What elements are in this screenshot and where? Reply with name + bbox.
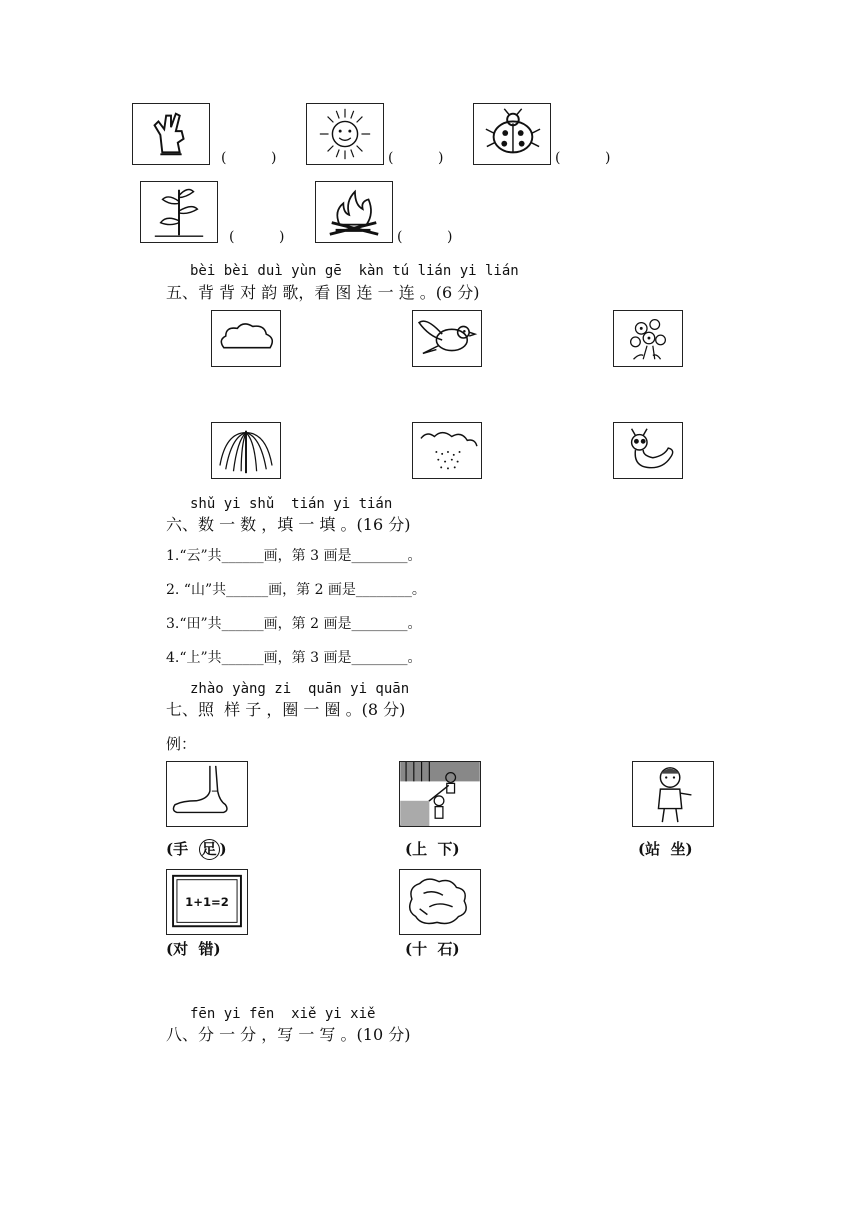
section7-heading: 七、照 样 子 ，圈 一 圈 。(8 分) xyxy=(166,700,406,719)
foot-icon xyxy=(166,761,248,827)
section5-pinyin: bèi bèi duì yùn gē kàn tú lián yi lián xyxy=(190,263,519,279)
rocks-icon xyxy=(399,869,481,935)
willow-tree-icon xyxy=(211,422,281,479)
cloud-icon xyxy=(211,310,281,367)
section7-pinyin: zhào yàng zi quān yi quān xyxy=(190,681,410,697)
plant-sprout-icon xyxy=(140,181,218,243)
section6-pinyin: shǔ yi shǔ tián yi tián xyxy=(190,496,393,512)
option-pair-hand-foot xyxy=(166,838,227,860)
answer-blank[interactable]: ( ) xyxy=(221,150,277,166)
option-pair-ten-stone[interactable]: (十 石) xyxy=(405,940,460,958)
fill-question-4[interactable]: 4.“上”共______画，第 3 画是________。 xyxy=(166,650,422,666)
option-shou[interactable]: (手 xyxy=(166,840,199,858)
option-pair-stand-sit[interactable]: (站 坐) xyxy=(638,840,693,858)
blackboard-icon xyxy=(166,869,248,935)
standing-boy-icon xyxy=(632,761,714,827)
option-pair-up-down[interactable]: (上 下) xyxy=(405,840,460,858)
option-zu-circled[interactable]: 足 xyxy=(199,839,220,860)
section6-heading: 六、数 一 数 ，填 一 填 。(16 分) xyxy=(166,515,411,534)
example-label: 例： xyxy=(166,735,197,753)
fill-question-3[interactable]: 3.“田”共______画，第 2 画是________。 xyxy=(166,616,422,632)
answer-blank[interactable]: ( ) xyxy=(229,229,285,245)
blackboard-equation: 1+1=2 xyxy=(185,894,229,909)
close-paren: ) xyxy=(219,840,227,858)
answer-blank[interactable]: ( ) xyxy=(555,150,611,166)
section8-heading: 八、分 一 分 ，写 一 写 。(10 分) xyxy=(166,1025,411,1044)
flowers-icon xyxy=(613,310,683,367)
fill-question-1[interactable]: 1.“云”共______画，第 3 画是________。 xyxy=(166,548,422,564)
campfire-icon xyxy=(315,181,393,243)
section8-pinyin: fēn yi fēn xiě yi xiě xyxy=(190,1006,376,1022)
section5-heading: 五、背 背 对 韵 歌，看 图 连 一 连 。(6 分) xyxy=(166,283,480,302)
answer-blank[interactable]: ( ) xyxy=(388,150,444,166)
rain-cloud-icon xyxy=(412,422,482,479)
ladybug-icon xyxy=(473,103,551,165)
bird-icon xyxy=(412,310,482,367)
sun-icon xyxy=(306,103,384,165)
option-pair-right-wrong[interactable]: (对 错) xyxy=(166,940,221,958)
stairs-icon xyxy=(399,761,481,827)
answer-blank[interactable]: ( ) xyxy=(397,229,453,245)
hand-pointing-icon xyxy=(132,103,210,165)
fill-question-2[interactable]: 2. “山”共______画，第 2 画是________。 xyxy=(166,582,426,598)
caterpillar-icon xyxy=(613,422,683,479)
